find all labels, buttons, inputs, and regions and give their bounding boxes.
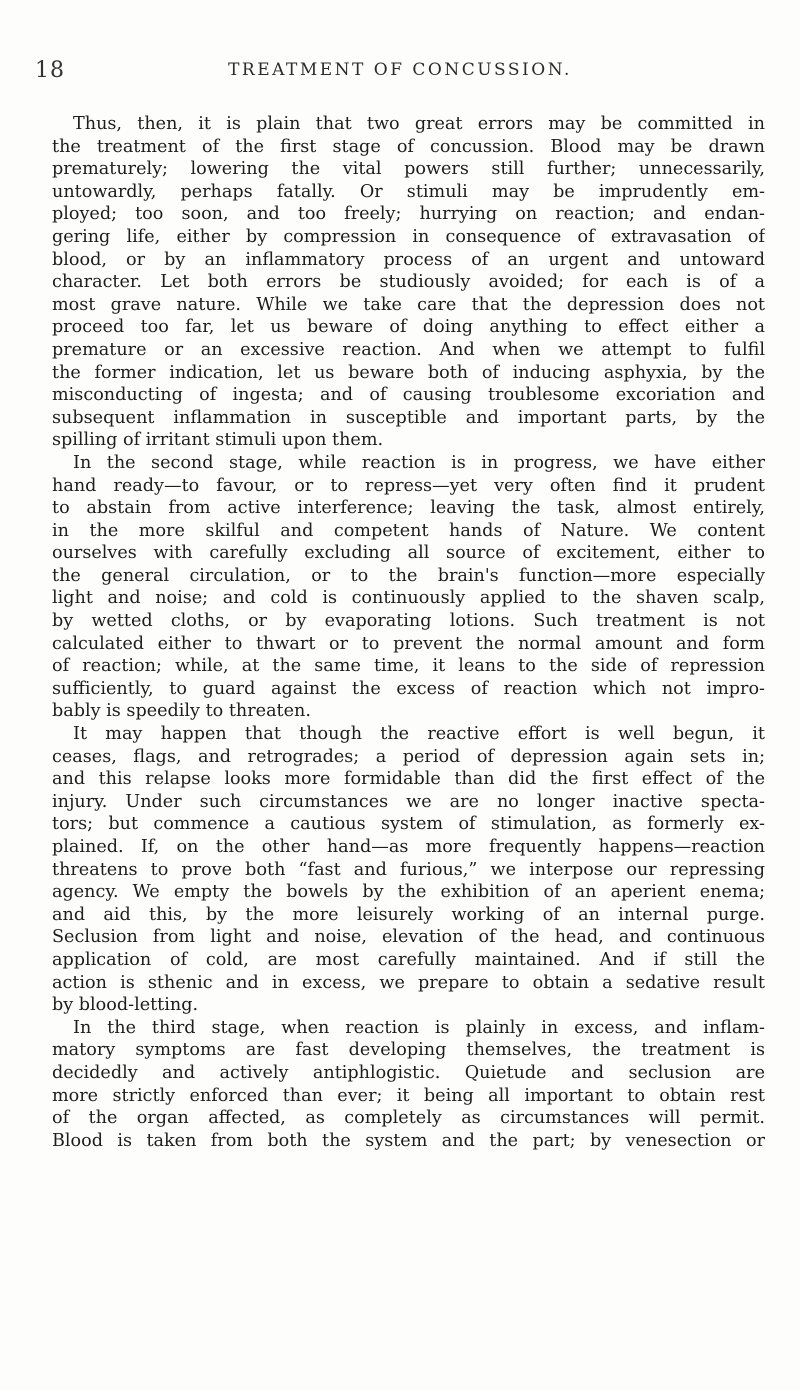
- text-line: the former indication, let us beware both of inducing asphyxia, by the: [52, 362, 765, 383]
- page-number: 18: [35, 58, 65, 83]
- text-line: sufficiently, to guard against the excess of reaction which not impro-: [52, 678, 765, 699]
- text-line: and aid this, by the more leisurely working of an internal purge.: [52, 904, 765, 925]
- text-line: misconducting of ingesta; and of causing troublesome excoriation and: [52, 385, 765, 406]
- text-line: matory symptoms are fast developing themselves, the treatment is: [52, 1040, 765, 1061]
- text-line: ceases, flags, and retrogrades; a period of depression again sets in;: [52, 746, 765, 767]
- text-line: and this relapse looks more formidable than did the first effect of the: [52, 769, 765, 790]
- text-line: character. Let both errors be studiously avoided; for each is of a: [52, 272, 765, 293]
- text-line: by wetted cloths, or by evaporating lotions. Such treatment is not: [52, 611, 765, 632]
- text-line: threatens to prove both “fast and furious,” we interpose our repressing: [52, 859, 765, 880]
- text-line: more strictly enforced than ever; it being all important to obtain rest: [52, 1085, 765, 1106]
- body-text: [52, 113, 765, 1152]
- text-line: the general circulation, or to the brain's function—more especially: [52, 565, 765, 586]
- text-line: of reaction; while, at the same time, it leans to the side of repression: [52, 656, 765, 677]
- text-line: spilling of irritant stimuli upon them.: [52, 430, 384, 451]
- text-line: subsequent inflammation in susceptible and important parts, by the: [52, 407, 765, 428]
- text-line: calculated either to thwart or to prevent the normal amount and form: [52, 633, 765, 654]
- text-line: action is sthenic and in excess, we prepare to obtain a sedative result: [52, 972, 765, 993]
- text-line: tors; but commence a cautious system of stimulation, as formerly ex-: [52, 814, 765, 835]
- text-line: decidedly and actively antiphlogistic. Quietude and seclusion are: [52, 1062, 765, 1083]
- text-line: Seclusion from light and noise, elevation of the head, and continuous: [52, 927, 765, 948]
- text-line: application of cold, are most carefully maintained. And if still the: [52, 949, 765, 970]
- text-line: blood, or by an inflammatory process of an urgent and untoward: [52, 249, 765, 270]
- text-line: hand ready—to favour, or to repress—yet very often find it prudent: [52, 475, 765, 496]
- text-line: by blood-letting.: [52, 995, 199, 1016]
- text-line: plained. If, on the other hand—as more frequently happens—reaction: [52, 837, 765, 857]
- text-line: agency. We empty the bowels by the exhibition of an aperient enema;: [52, 882, 765, 903]
- text-line: ourselves with carefully excluding all source of excitement, either to: [52, 543, 765, 564]
- text-line: proceed too far, let us beware of doing anything to effect either a: [52, 317, 765, 338]
- text-line: the treatment of the first stage of concussion. Blood may be drawn: [52, 136, 765, 157]
- text-line: injury. Under such circumstances we are no longer inactive specta-: [52, 791, 765, 812]
- text-line: light and noise; and cold is continuously applied to the shaven scalp,: [52, 588, 765, 609]
- text-line: Thus, then, it is plain that two great errors may be committed in: [73, 114, 765, 134]
- text-line: in the more skilful and competent hands of Nature. We content: [52, 520, 765, 541]
- text-line: premature or an excessive reaction. And when we attempt to fulfil: [52, 339, 765, 360]
- text-line: to abstain from active interference; leaving the task, almost entirely,: [52, 498, 765, 519]
- text-line: most grave nature. While we take care that the depression does not: [52, 294, 765, 315]
- text-line: In the third stage, when reaction is plainly in excess, and inflam-: [73, 1017, 765, 1038]
- text-line: untowardly, perhaps fatally. Or stimuli may be imprudently em-: [52, 181, 765, 202]
- text-line: prematurely; lowering the vital powers still further; unnecessarily,: [52, 159, 765, 180]
- text-line: In the second stage, while reaction is in progress, we have either: [73, 452, 765, 473]
- running-head: TREATMENT OF CONCUSSION.: [228, 60, 572, 80]
- text-line: ployed; too soon, and too freely; hurrying on reaction; and endan-: [52, 204, 765, 225]
- text-line: gering life, either by compression in consequence of extravasation of: [52, 226, 765, 247]
- text-line: It may happen that though the reactive effort is well begun, it: [73, 724, 765, 745]
- text-line: Blood is taken from both the system and the part; by venesection or: [52, 1130, 765, 1151]
- text-line: bably is speedily to threaten.: [52, 701, 311, 722]
- text-line: of the organ affected, as completely as circumstances will permit.: [52, 1108, 765, 1129]
